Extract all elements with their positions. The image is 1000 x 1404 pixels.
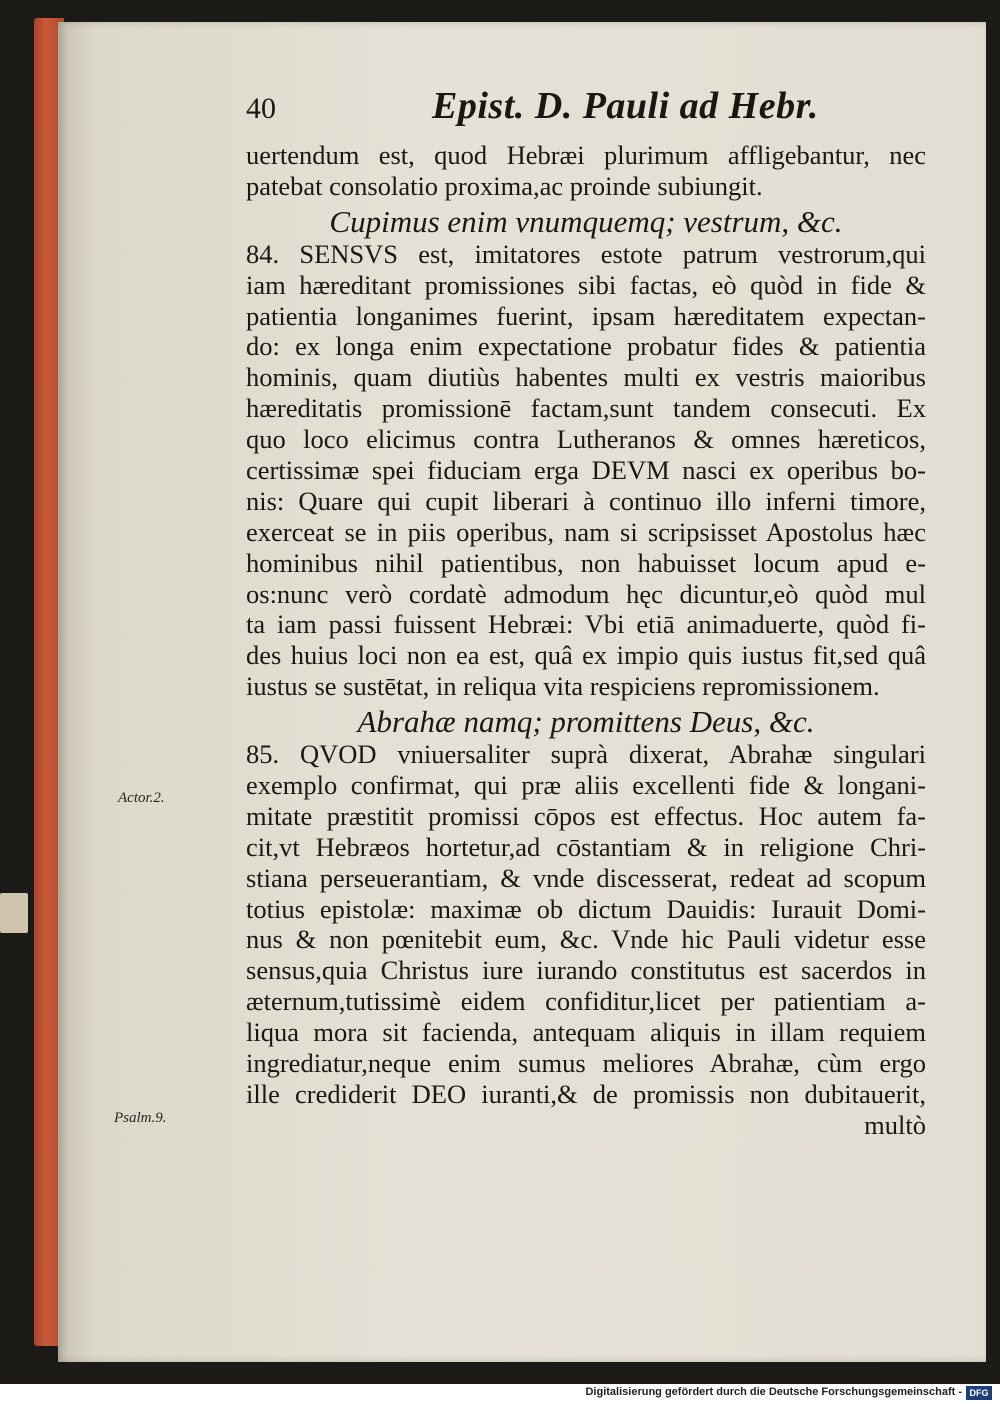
text-line: multò: [864, 1109, 926, 1140]
text-line: iustus se sustētat, in reliqua vita respiciens repromissionem.: [246, 671, 880, 702]
margin-note-psalm: Psalm.9.: [114, 1110, 167, 1126]
text-line: æternum,tutissimè eidem confiditur,licet per patientiam a-: [246, 986, 926, 1017]
text-line: liqua mora sit facienda, antequam aliquis in illam requiem: [246, 1017, 926, 1048]
text-line: 85. QVOD vniuersaliter suprà dixerat, Abrahæ singulari: [246, 739, 926, 770]
text-line: do: ex longa enim expectatione probatur fides & patientia: [246, 331, 926, 362]
text-line: hominis, quam diutiùs habentes multi ex vestris maioribus: [246, 362, 926, 393]
text-line: ingrediatur,neque enim sumus meliores Abrahæ, cùm ergo: [246, 1048, 926, 1079]
page-number: 40: [246, 92, 276, 125]
text-line: ille crediderit DEO iuranti,& de promissis non dubitauerit,: [246, 1078, 926, 1109]
text-line: cit,vt Hebræos hortetur,ad cōstantiam & in religione Chri-: [246, 831, 926, 862]
text-line: stiana perseuerantiam, & vnde discesserat, redeat ad scopum: [246, 862, 926, 893]
section-heading: Cupimus enim vnumquemq; vestrum, &c.: [329, 203, 843, 239]
body-text: [246, 140, 926, 1141]
text-line: os:nunc verò cordatè admodum hęc dicuntur,eò quòd mul: [246, 578, 926, 609]
page-tab: [0, 893, 28, 933]
margin-note-actor: Actor.2.: [118, 790, 165, 806]
text-line: patientia longanimes fuerint, ipsam hæreditatem expectan-: [246, 300, 926, 331]
footer-credit: Digitalisierung gefördert durch die Deutsche Forschungsgemeinschaft -: [585, 1386, 962, 1398]
text-line: 84. SENSVS est, imitatores estote patrum vestrorum,qui: [246, 238, 926, 269]
running-title: Epist. D. Pauli ad Hebr.: [432, 85, 819, 127]
text-line: uertendum est, quod Hebræi plurimum affligebantur, nec: [246, 140, 926, 170]
text-line: certissimæ spei fiduciam erga DEVM nasci ex operibus bo-: [246, 455, 926, 486]
text-line: hominibus nihil patientibus, non habuisset locum apud e-: [246, 547, 926, 578]
text-line: patebat consolatio proxima,ac proinde subiungit.: [246, 170, 763, 201]
text-line: exerceat se in piis operibus, nam si scripsisset Apostolus hæc: [246, 516, 926, 547]
text-line: totius epistolæ: maximæ ob dictum Dauidis: Iurauit Domi-: [246, 893, 926, 924]
section-heading: Abrahæ namq; promittens Deus, &c.: [357, 704, 815, 740]
text-line: exemplo confirmat, qui præ aliis excellenti fide & longani-: [246, 770, 926, 801]
text-line: des huius loci non ea est, quâ ex impio quis iustus fit,sed quâ: [246, 640, 926, 671]
text-line: sensus,quia Christus iure iurando constitutus est sacerdos in: [246, 955, 926, 986]
text-line: iam hæreditant promissiones sibi factas, eò quòd in fide &: [246, 269, 926, 300]
text-line: nis: Quare qui cupit liberari à continuo illo inferni timore,: [246, 485, 926, 516]
text-line: mitate præstitit promissi cōpos est effectus. Hoc autem fa-: [246, 800, 926, 831]
dfg-logo: DFG: [966, 1386, 992, 1400]
page-header: [246, 84, 926, 134]
text-line: hæreditatis promissionē factam,sunt tandem consecuti. Ex: [246, 393, 926, 424]
text-line: ta iam passi fuissent Hebræi: Vbi etiā animaduerte, quòd fi-: [246, 609, 926, 640]
text-line: nus & non pœnitebit eum, &c. Vnde hic Pauli videtur esse: [246, 924, 926, 955]
text-line: quo loco elicimus contra Lutheranos & omnes hæreticos,: [246, 424, 926, 455]
